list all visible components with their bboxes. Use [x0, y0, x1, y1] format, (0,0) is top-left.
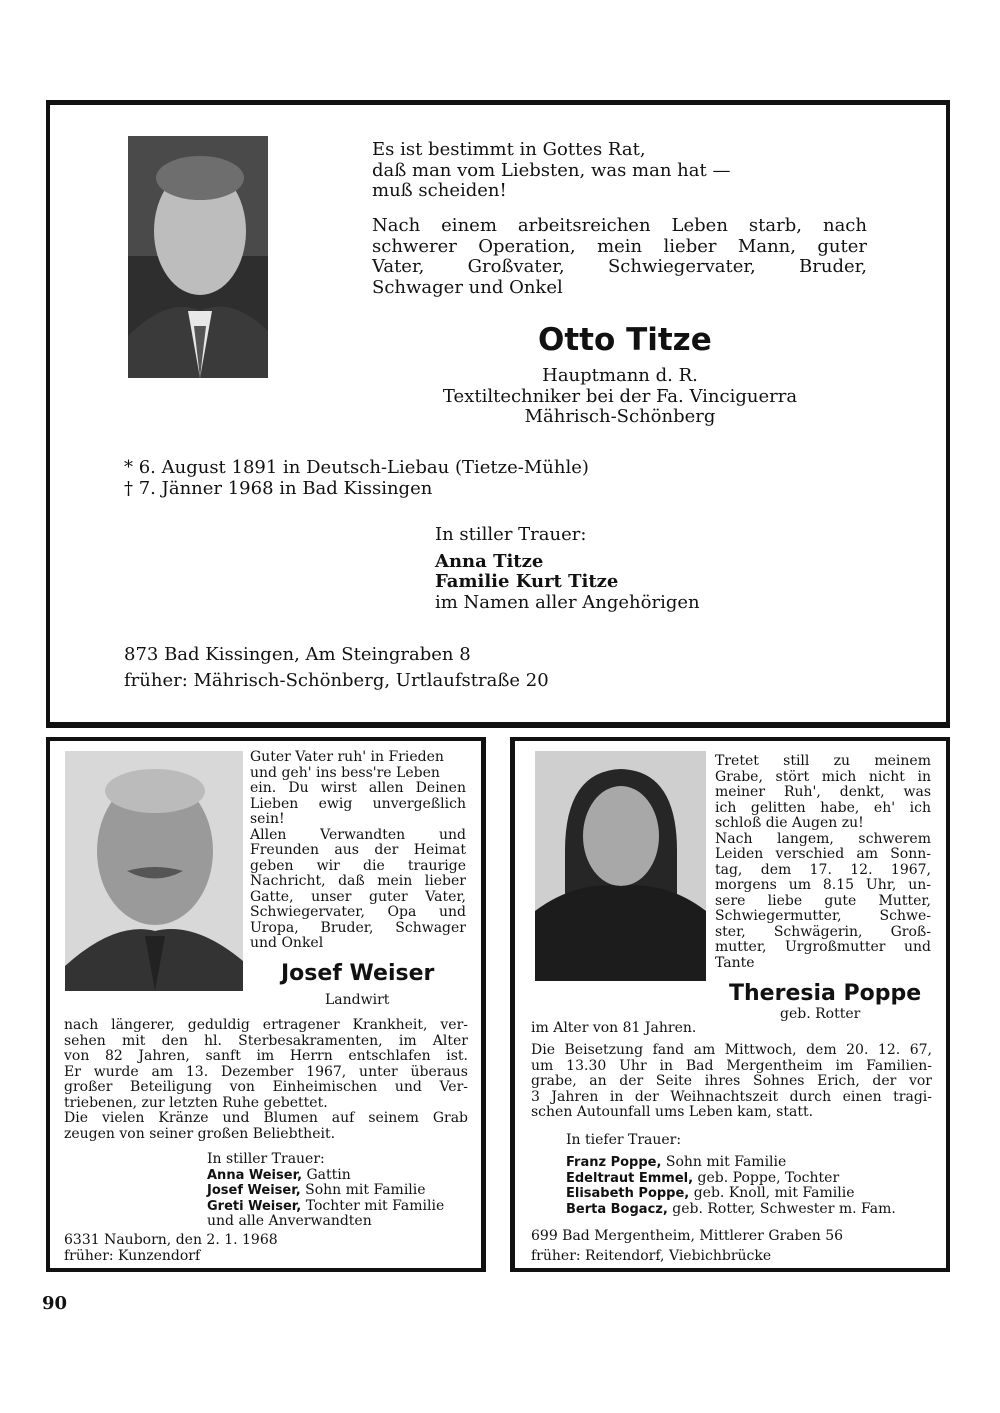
life-dates: [124, 458, 589, 499]
left-body: [64, 1018, 468, 1142]
body-line: schen Autounfall ums Leben kam, statt.: [531, 1104, 814, 1120]
mourner-name: Edeltraut Emmel,: [566, 1170, 694, 1186]
death-announcement: [372, 216, 867, 298]
right-intro: [715, 754, 931, 971]
intro-line: Guter Vater ruh' in Frieden: [250, 749, 444, 765]
mourner-relation: Gattin: [306, 1166, 351, 1183]
portrait-theresia-poppe: [535, 751, 706, 981]
intro-line: meiner Ruh', denkt, was: [715, 784, 931, 800]
body-line: um 13.30 Uhr in Bad Mergentheim im Familien-: [531, 1057, 932, 1074]
intro-line: morgens um 8.15 Uhr, un-: [715, 877, 931, 893]
intro-line: ein. Du wirst allen Deinen: [250, 780, 466, 796]
intro-line: schloß die Augen zu!: [715, 815, 864, 831]
mourner: [566, 1186, 896, 1202]
deceased-name: Otto Titze: [538, 322, 712, 358]
body-line: grabe, an der Seite ihres Sohnes Erich, der vor: [531, 1073, 932, 1089]
body-line: von 82 Jahren, sanft im Herrn entschlafen ist.: [64, 1048, 468, 1064]
mourner-relation: Sohn mit Familie: [665, 1154, 787, 1170]
mourner-name: Greti Weiser,: [207, 1198, 302, 1214]
body-line: sehen mit den hl. Sterbesakramenten, im Alter: [64, 1032, 468, 1049]
intro-line: und geh' ins bess're Leben: [250, 764, 440, 781]
verse-line: daß man vom Liebsten, was man hat —: [372, 159, 731, 181]
mourners-note: im Namen aller Angehörigen: [435, 591, 700, 613]
portrait-otto-titze: [128, 136, 268, 378]
mourning-label: In stiller Trauer:: [435, 524, 587, 545]
body-line: triebenen, zur letzten Ruhe gebettet.: [64, 1094, 328, 1111]
title-line: Hauptmann d. R.: [542, 365, 698, 386]
portrait-josef-weiser: [65, 751, 243, 991]
intro-line: tag, dem 17. 12. 1967,: [715, 861, 931, 878]
intro-line: sein!: [250, 811, 285, 827]
deceased-name: Josef Weiser: [281, 961, 435, 986]
mourner: [207, 1183, 444, 1199]
body-line: Die Beisetzung fand am Mittwoch, dem 20. 12. 67,: [531, 1042, 932, 1058]
address-line: 873 Bad Kissingen, Am Steingraben 8: [124, 644, 471, 665]
address-line: früher: Reitendorf, Viebichbrücke: [531, 1248, 772, 1264]
intro-line: geben wir die traurige: [250, 857, 466, 874]
title-line: Mährisch-Schönberg: [524, 406, 716, 427]
address-line: früher: Mährisch-Schönberg, Urtlaufstraße 20: [124, 670, 549, 691]
profession: Landwirt: [325, 992, 390, 1008]
mourner-relation: geb. Knoll, mit Familie: [693, 1185, 855, 1201]
left-mourners: [207, 1152, 444, 1230]
body-line: nach längerer, geduldig ertragener Krankheit, ver-: [64, 1017, 468, 1033]
intro-line: und Onkel: [250, 935, 324, 951]
mourner-name: Franz Poppe,: [566, 1155, 662, 1170]
body-line: 3 Jahren in der Weihnachtszeit durch einen tragi-: [531, 1088, 932, 1105]
page-number: 90: [42, 1293, 68, 1314]
address-line: 6331 Nauborn, den 2. 1. 1968: [64, 1232, 278, 1248]
intro-line: Vater, Großvater, Schwiegervater, Bruder,: [372, 256, 867, 277]
deceased-name: Theresia Poppe: [729, 981, 922, 1006]
mourner-name: Anna Weiser,: [207, 1167, 303, 1183]
intro-line: mutter, Urgroßmutter und: [715, 939, 931, 955]
intro-line: ster, Schwägerin, Groß-: [715, 923, 931, 940]
birth-name: geb. Rotter: [780, 1006, 861, 1022]
death-date: † 7. Jänner 1968 in Bad Kissingen: [124, 477, 433, 499]
mourner: [207, 1199, 444, 1215]
mourner-name: Berta Bogacz,: [566, 1201, 668, 1217]
body-line: großer Beteiligung von Einheimischen und Ver-: [64, 1079, 468, 1095]
mourner: [207, 1168, 444, 1184]
intro-line: Nachricht, daß mein lieber: [250, 873, 466, 889]
mourning-label: In stiller Trauer:: [207, 1151, 325, 1167]
body-line: Er wurde am 13. Dezember 1967, unter überaus: [64, 1063, 468, 1080]
mourner: Familie Kurt Titze: [435, 571, 619, 592]
intro-line: Schwager und Onkel: [372, 276, 563, 298]
body-line: zeugen von seiner großen Beliebtheit.: [64, 1125, 336, 1142]
mourner: [566, 1155, 896, 1171]
mourner-name: Elisabeth Poppe,: [566, 1186, 690, 1201]
mourner-name: Josef Weiser,: [207, 1183, 301, 1198]
intro-line: Freunden aus der Heimat: [250, 842, 466, 858]
verse-line: Es ist bestimmt in Gottes Rat,: [372, 139, 646, 160]
mourner: [566, 1171, 896, 1187]
age: im Alter von 81 Jahren.: [531, 1020, 697, 1036]
mourner-relation: geb. Rotter, Schwester m. Fam.: [672, 1200, 896, 1217]
address-line: 699 Bad Mergentheim, Mittlerer Graben 56: [531, 1228, 844, 1244]
right-body: [531, 1043, 932, 1121]
birth-date: * 6. August 1891 in Deutsch-Liebau (Tietze-Mühle): [124, 457, 589, 478]
deceased-titles: [400, 366, 840, 428]
intro-line: Schwiegervater, Opa und: [250, 904, 466, 920]
title-line: Textiltechniker bei der Fa. Vinciguerra: [442, 385, 798, 407]
intro-line: Gatte, unser guter Vater,: [250, 888, 466, 905]
right-address: [531, 1226, 843, 1266]
intro-line: ich gelitten habe, eh' ich: [715, 799, 931, 816]
intro-line: Tante: [715, 954, 755, 971]
body-line: Die vielen Kränze und Blumen auf seinem Grab: [64, 1110, 468, 1126]
mourners: [435, 525, 700, 613]
intro-line: Uropa, Bruder, Schwager: [250, 919, 466, 936]
mourner-relation: geb. Poppe, Tochter: [697, 1169, 840, 1186]
intro-line: schwerer Operation, mein lieber Mann, guter: [372, 235, 867, 257]
intro-line: Schwiegermutter, Schwe-: [715, 908, 931, 924]
intro-line: Lieben ewig unvergeßlich: [250, 795, 466, 812]
intro-line: Tretet still zu meinem: [715, 753, 931, 769]
left-intro: [250, 750, 466, 952]
address-line: früher: Kunzendorf: [64, 1247, 201, 1264]
intro-line: sere liebe gute Mutter,: [715, 892, 931, 909]
intro-line: Grabe, stört mich nicht in: [715, 768, 931, 785]
verse-line: muß scheiden!: [372, 180, 507, 201]
mourners-note: und alle Anverwandten: [207, 1213, 372, 1229]
mourner: Anna Titze: [435, 550, 544, 572]
verse: [372, 140, 730, 202]
right-mourning-label: In tiefer Trauer:: [566, 1132, 682, 1148]
address: [124, 642, 549, 694]
mourner-relation: Sohn mit Familie: [305, 1182, 426, 1198]
intro-line: Nach langem, schwerem: [715, 830, 931, 847]
intro-line: Leiden verschied am Sonn-: [715, 846, 931, 862]
right-mourners: [566, 1155, 896, 1217]
mourner: [566, 1202, 896, 1218]
left-address: [64, 1233, 278, 1264]
mourner-relation: Tochter mit Familie: [305, 1197, 445, 1214]
intro-line: Nach einem arbeitsreichen Leben starb, nach: [372, 215, 867, 236]
intro-line: Allen Verwandten und: [250, 826, 466, 843]
